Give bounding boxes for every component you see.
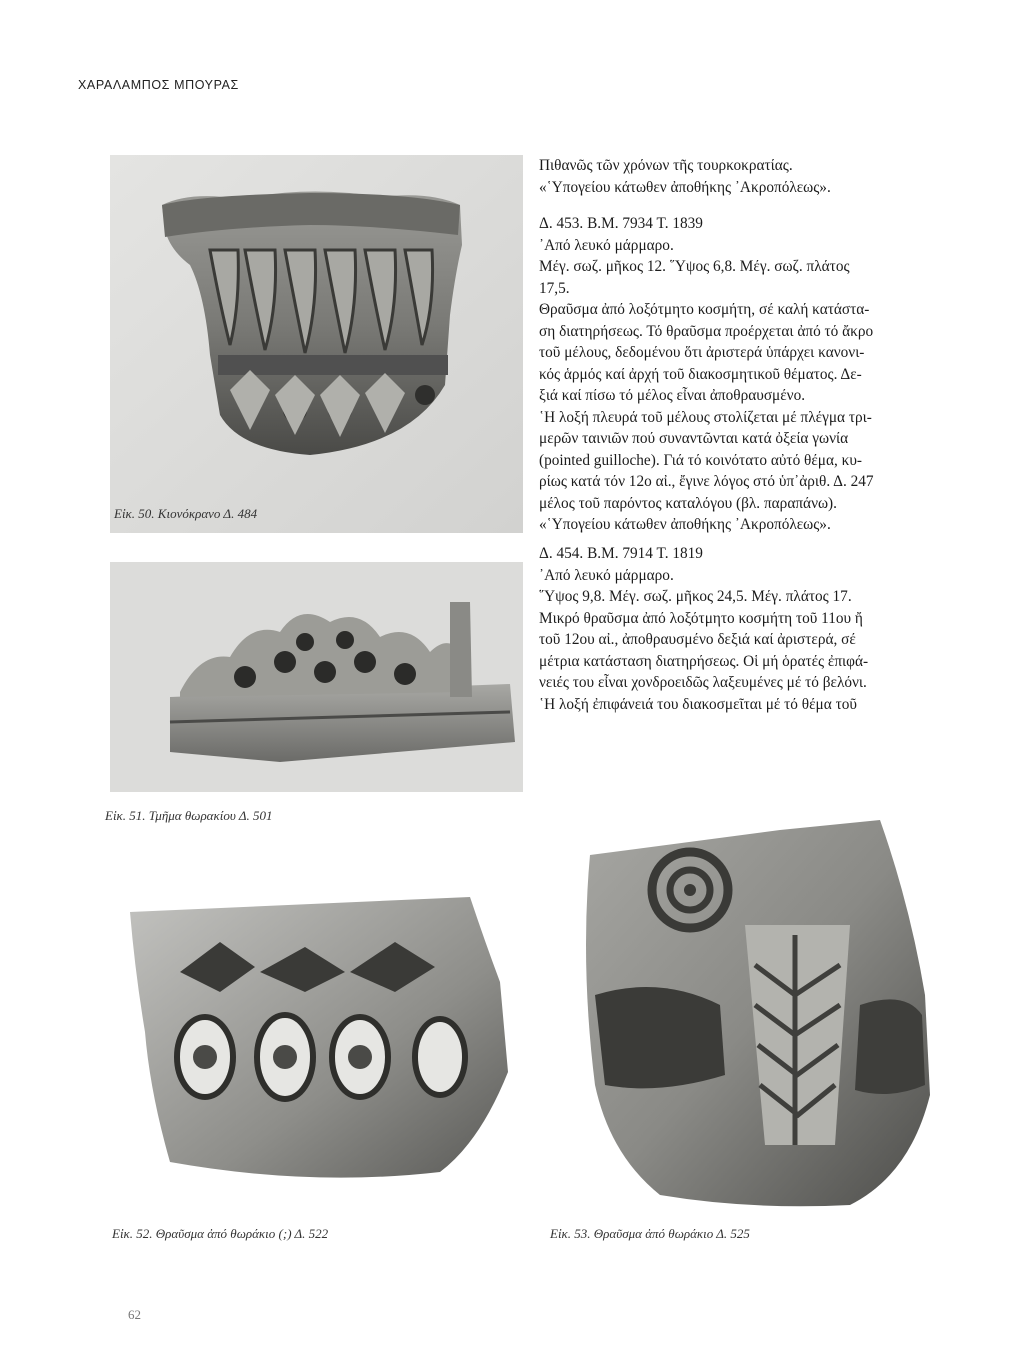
figure-caption-51: Εἰκ. 51. Τμῆμα θωρακίου Δ. 501 xyxy=(105,808,273,823)
text-line: «῾Υπογείου κάτωθεν ἀποθήκης ᾿Ακροπόλεως». xyxy=(539,516,831,533)
text-line: ῾Η λοξή ἐπιφάνειά του διακοσμεῖται μέ τό θέμα τοῦ xyxy=(539,695,857,713)
text-block-d453 xyxy=(539,213,874,536)
text-line: νειές του εἶναι χονδροειδῶς λαξευμένες μέ τό βελόνι. xyxy=(539,674,867,691)
text-line: ᾿Από λευκό μάρμαρο. xyxy=(539,236,674,254)
figure-caption-50: Εἰκ. 50. Κιονόκρανο Δ. 484 xyxy=(114,506,258,521)
text-line: Δ. 454. Β.Μ. 7914 Τ. 1819 xyxy=(539,545,703,562)
text-line: Μικρό θραῦσμα ἀπό λοξότμητο κοσμήτη τοῦ 11ου ἤ xyxy=(539,609,863,627)
text-line: Δ. 453. Β.Μ. 7934 Τ. 1839 xyxy=(539,215,703,232)
running-header: ΧΑΡΑΛΑΜΠΟΣ ΜΠΟΥΡΑΣ xyxy=(78,78,239,92)
text-line: μέλος τοῦ παρόντος καταλόγου (βλ. παραπάνω). xyxy=(539,494,837,512)
text-line: 17,5. xyxy=(539,279,570,297)
text-line: μέτρια κατάσταση διατηρήσεως. Οἱ μή ὁρατές ἐπιφά- xyxy=(539,652,869,670)
text-line: κός ἁρμός καί ἀρχή τοῦ διακοσμητικοῦ θέματος. Δε- xyxy=(539,365,862,383)
text-line: ᾿Από λευκό μάρμαρο. xyxy=(539,566,674,584)
text-line: τοῦ μέλους, δεδομένου ὅτι ἀριστερά ὑπάρχει κανονι- xyxy=(539,344,865,361)
text-line: μερῶν ταινιῶν πού συναντῶνται κατά ὀξεία γωνία xyxy=(539,430,849,447)
text-line: τοῦ 12ου αἰ., ἀποθραυσμένο δεξιά καί ἀριστερά, σέ xyxy=(539,631,856,648)
photo-fragment-522 xyxy=(110,842,523,1212)
text-line: ῞Υψος 9,8. Μέγ. σωζ. μῆκος 24,5. Μέγ. πλάτος 17. xyxy=(539,588,852,605)
text-block-intro xyxy=(539,155,831,198)
text-line: (pointed guilloche). Γιά τό κοινότατο αὐτό θέμα, κυ- xyxy=(539,451,863,469)
text-line: Μέγ. σωζ. μῆκος 12. ῞Υψος 6,8. Μέγ. σωζ. πλάτος xyxy=(539,258,850,275)
text-line: ῾Η λοξή πλευρά τοῦ μέλους στολίζεται μέ πλέγμα τρι- xyxy=(539,408,872,426)
text-line: ξιά καί πίσω τό μέλος εἶναι ἀποθραυσμένο. xyxy=(539,387,806,404)
photo-slab xyxy=(110,562,523,792)
photo-fragment-525 xyxy=(550,815,950,1215)
figure-caption-52: Εἰκ. 52. Θραῦσμα ἀπό θωράκιο (;) Δ. 522 xyxy=(112,1226,329,1241)
page-number: 62 xyxy=(128,1307,141,1322)
figure-caption-53: Εἰκ. 53. Θραῦσμα ἀπό θωράκιο Δ. 525 xyxy=(550,1226,750,1241)
text-line: Θραῦσμα ἀπό λοξότμητο κοσμήτη, σέ καλή κατάστα- xyxy=(539,301,870,318)
text-line: Πιθανῶς τῶν χρόνων τῆς τουρκοκρατίας. xyxy=(539,157,793,174)
text-line: «῾Υπογείου κάτωθεν ἀποθήκης ᾿Ακροπόλεως». xyxy=(539,178,831,196)
text-block-d454 xyxy=(539,543,868,715)
text-line: ρίως κατά τόν 12ο αἰ., ἔγινε λόγος στό ὑπ᾿ἀριθ. Δ. 247 xyxy=(539,473,874,490)
text-line: ση διατηρήσεως. Τό θραῦσμα προέρχεται ἀπό τό ἄκρο xyxy=(539,322,874,340)
photo-capital xyxy=(110,155,523,533)
